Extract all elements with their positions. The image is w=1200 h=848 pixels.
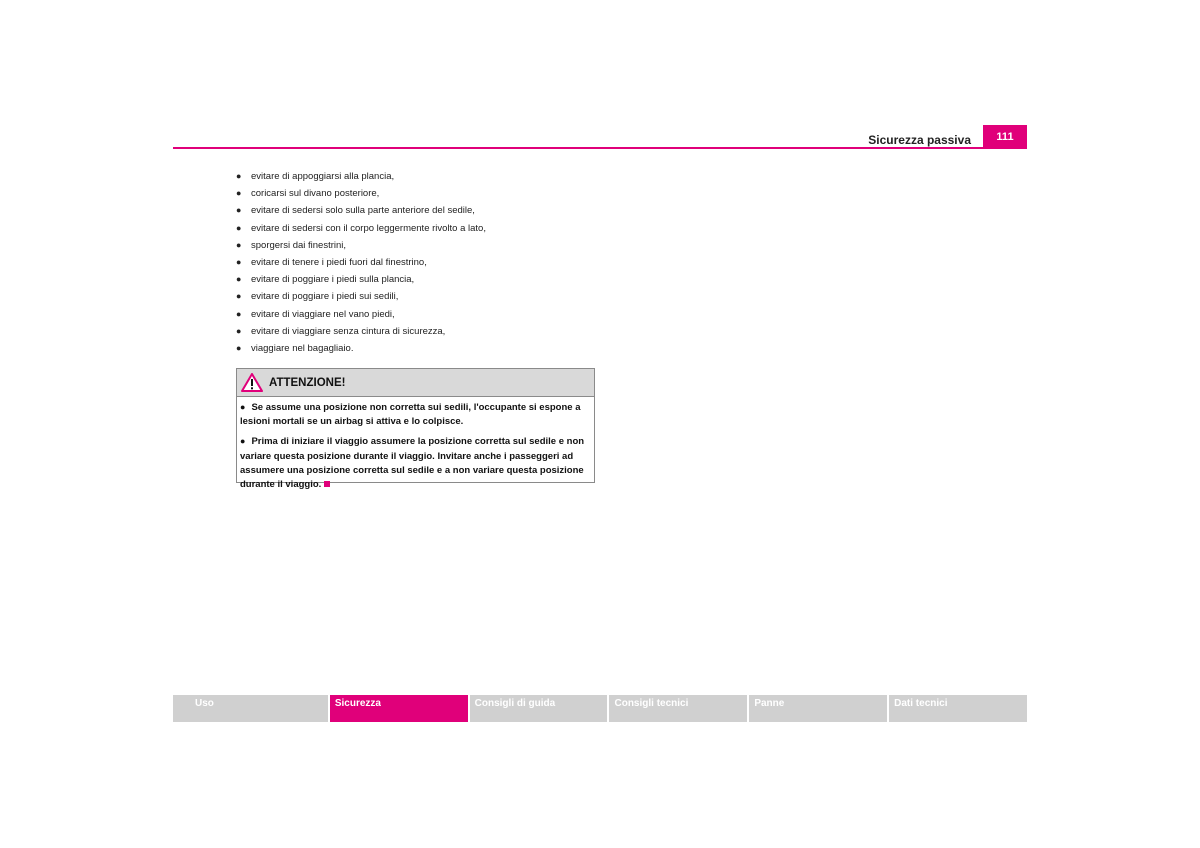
list-item: ● evitare di viaggiare nel vano piedi, xyxy=(236,308,395,320)
tab-consigli-di-guida[interactable]: Consigli di guida xyxy=(470,695,608,722)
tab-panne[interactable]: Panne xyxy=(749,695,887,722)
list-item: ● evitare di sedersi con il corpo leggermente rivolto a lato, xyxy=(236,222,486,234)
tab-dati-tecnici[interactable]: Dati tecnici xyxy=(889,695,1027,722)
chapter-nav-bar xyxy=(173,695,1027,722)
list-item: ● evitare di poggiare i piedi sulla plancia, xyxy=(236,274,415,286)
tab-sicurezza[interactable]: Sicurezza xyxy=(330,695,468,722)
list-item: ● evitare di tenere i piedi fuori dal finestrino, xyxy=(236,257,427,269)
page-number: 111 xyxy=(983,125,1027,149)
bullet-list xyxy=(236,168,486,357)
warning-header xyxy=(237,369,594,397)
warning-paragraph: ● Prima di iniziare il viaggio assumere la posizione corretta sul sedile e non variare questa posizione durante il viaggio. Invitare anche i passeggeri ad assumere una posizione corretta sul sedile e a non variare questa posizione durante il viaggio. xyxy=(240,436,585,491)
warning-box xyxy=(236,368,595,491)
warning-paragraph: ● Se assume una posizione non corretta sui sedili, l'occupante si espone a lesioni mortali se un airbag si attiva e lo colpisce. xyxy=(240,402,581,428)
section-title: Sicurezza passiva xyxy=(868,133,971,147)
list-item: ● evitare di viaggiare senza cintura di sicurezza, xyxy=(236,325,446,337)
list-item: ● sporgersi dai finestrini, xyxy=(236,239,347,251)
list-item: ● evitare di sedersi solo sulla parte anteriore del sedile, xyxy=(236,205,475,217)
list-item: ● evitare di appoggiarsi alla plancia, xyxy=(236,171,395,182)
list-item: ● viaggiare nel bagagliaio. xyxy=(236,343,354,355)
warning-body xyxy=(237,397,594,492)
end-of-section-marker xyxy=(324,481,330,487)
list-item: ● evitare di poggiare i piedi sui sedili, xyxy=(236,291,399,303)
header-rule xyxy=(173,147,1027,149)
tab-uso[interactable]: Uso xyxy=(173,695,328,722)
list-item: ● coricarsi sul divano posteriore, xyxy=(236,188,380,200)
warning-title: ATTENZIONE! xyxy=(269,376,346,389)
tab-consigli-tecnici[interactable]: Consigli tecnici xyxy=(609,695,747,722)
warning-triangle-icon xyxy=(241,373,263,392)
